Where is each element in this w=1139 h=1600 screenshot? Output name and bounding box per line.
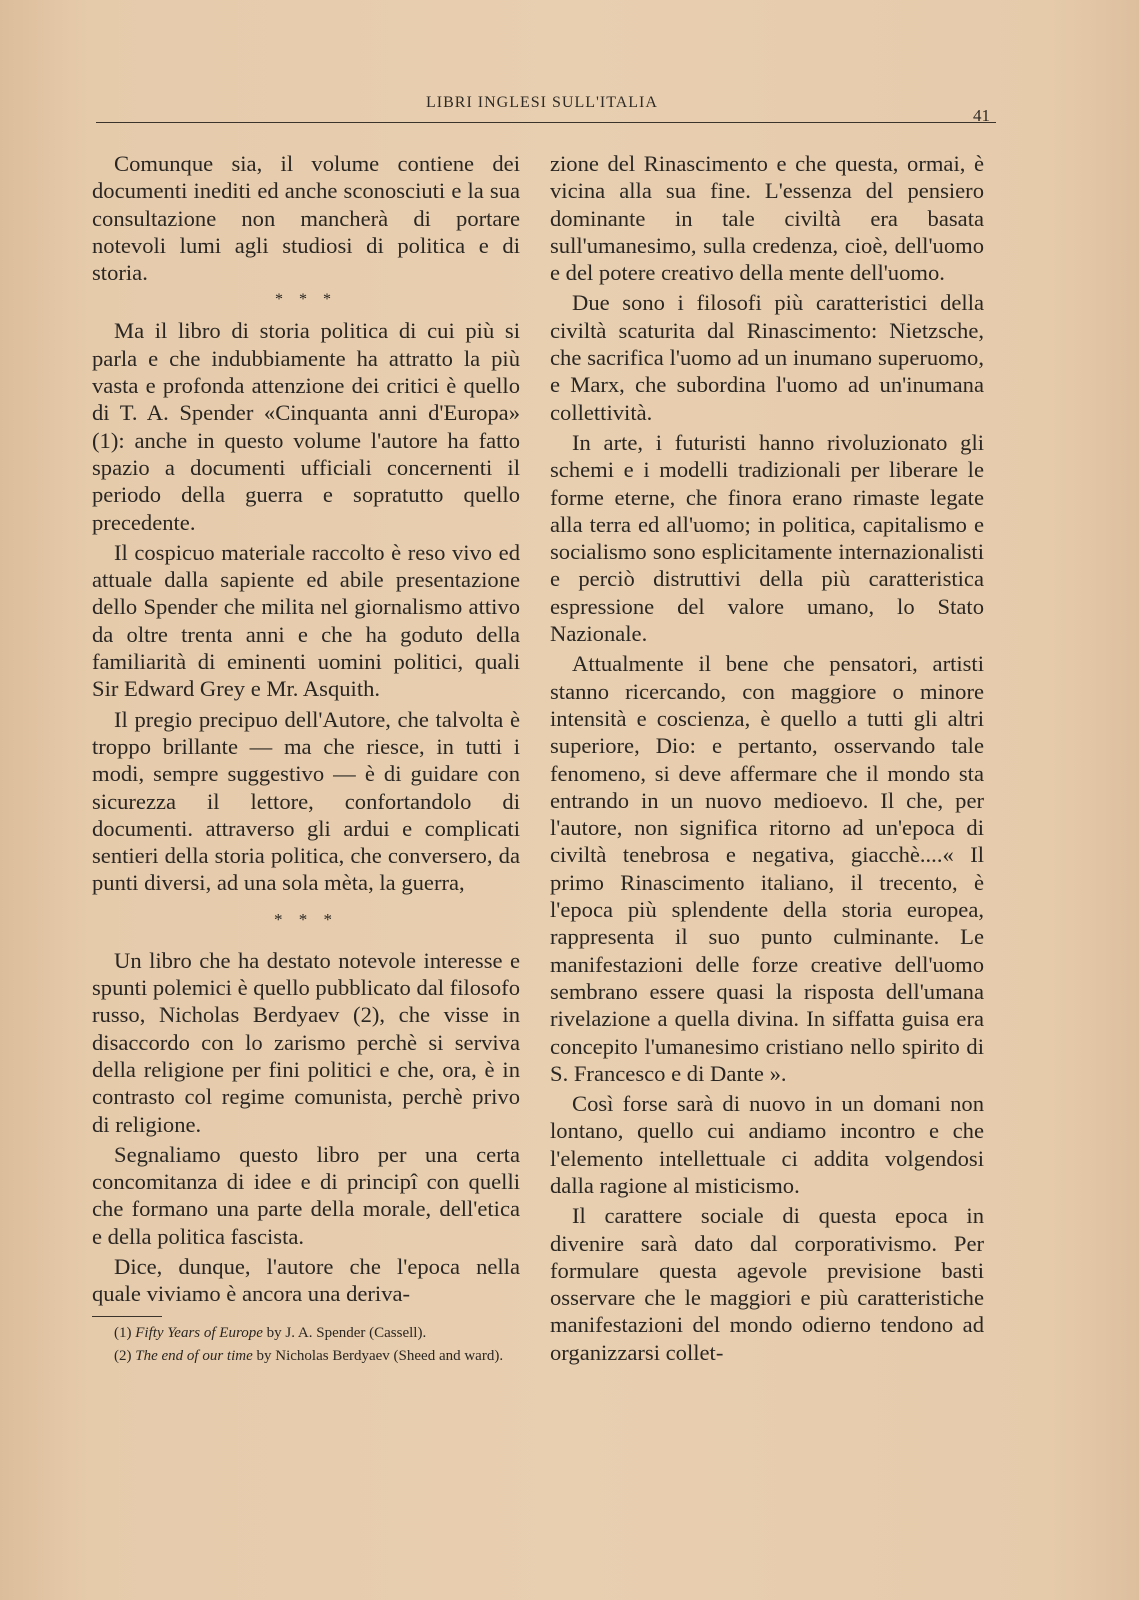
paragraph: Comunque sia, il volume contiene dei documenti inediti ed anche sconosciuti e la sua consultazione non mancherà di portare notevoli lumi agli studiosi di politica e di storia. [92,151,520,286]
footnote-book-title: Fifty Years of Europe [135,1324,263,1341]
paragraph: Attualmente il bene che pensatori, artisti stanno ricercando, con maggiore o minore intensità e coscienza, è quello a tutti gli altri superiore, Dio: e pertanto, osservando tale fenomeno, si deve affermare che il mondo sta entrando in un nuovo medioevo. Il che, per l'autore, non significa ritorno ad un'epoca di civiltà tenebrosa e negativa, giacchè....« Il primo Rinascimento italiano, il trecento, è l'epoca più splendente della storia europea, rappresenta il suo punto culminante. Le manifestazioni delle forze creative dell'uomo sembrano essere quasi la risposta dell'umana rivelazione a quella divina. In siffatta guisa era concepito l'umanesimo cristiano nello spirito di S. Francesco e di Dante ». [550,651,984,1086]
footnote-book-title: The end of our time [135,1347,253,1364]
left-column [92,150,520,1369]
running-title: LIBRI INGLESI SULL'ITALIA [426,94,658,111]
footnote-rule [92,1316,162,1317]
page-header [96,92,996,123]
paragraph: Ma il libro di storia politica di cui più si parla e che indubbiamente ha attratto la più vasta e profonda attenzione dei critici è quello di T. A. Spender «Cinquanta anni d'Europa» (1): anche in questo volume l'autore ha fatto spazio a documenti ufficiali concernenti il periodo della guerra e sopratutto quello precedente. [92,318,520,535]
footnote-1 [92,1323,520,1343]
footnote-text: by Nicholas Berdyaev (Sheed and ward). [256,1347,504,1364]
page-number: 41 [973,106,990,125]
paragraph: Il carattere sociale di questa epoca in divenire sarà dato dal corporativismo. Per formulare questa agevole previsione basti osservare che le maggiori e più caratteristiche manifestazioni del mondo odierno tendono ad organizzarsi collet- [550,1203,984,1365]
paragraph: Il cospicuo materiale raccolto è reso vivo ed attuale dalla sapiente ed abile presentazione dello Spender che milita nel giornalismo attivo da oltre trenta anni e che ha goduto della familiarità di eminenti uomini politici, quali Sir Edward Grey e Mr. Asquith. [92,539,520,702]
paragraph: Il pregio precipuo dell'Autore, che talvolta è troppo brillante — ma che riesce, in tutti i modi, sempre suggestivo — è di guidare con sicurezza il lettore, confortandolo di documenti. attraverso gli ardui e complicati sentieri della storia politica, che conversero, da punti diversi, ad una sola mèta, la guerra, [92,706,520,896]
paragraph: zione del Rinascimento e che questa, ormai, è vicina alla sua fine. L'essenza del pensiero dominante in tale civiltà era basata sull'umanesimo, sulla credenza, cioè, dell'uomo e del potere creativo della mente dell'uomo. [550,151,984,286]
paragraph: Due sono i filosofi più caratteristici della civiltà scaturita dal Rinascimento: Nietzsche, che sacrifica l'uomo ad un inumano superuomo, e Marx, che subordina l'uomo ad un'inumana collettività. [550,290,984,425]
paragraph: Un libro che ha destato notevole interesse e spunti polemici è quello pubblicato dal filosofo russo, Nicholas Berdyaev (2), che visse in disaccordo con lo zarismo perchè si serviva della religione per fini politici e che, ora, è in contrasto col regime comunista, perchè privo di religione. [92,947,520,1137]
footnote-2 [92,1346,520,1366]
footnote-mark: (2) [114,1347,132,1364]
paragraph: Così forse sarà di nuovo in un domani non lontano, quello cui andiamo incontro e che l'elemento intellettuale ci addita volgendosi dalla ragione al misticismo. [550,1091,984,1198]
paragraph: Segnaliamo questo libro per una certa concomitanza di idee e di principî con quelli che formano una parte della morale, dell'etica e della politica fascista. [92,1141,520,1249]
paragraph: In arte, i futuristi hanno rivoluzionato gli schemi e i modelli tradizionali per liberare le forme eterne, che finora erano rimaste legate alla terra ed all'uomo; in politica, capitalismo e socialismo sono esplicitamente internazionalisti e perciò distruttivi della più caratteristica espressione del valore umano, lo Stato Nazionale. [550,429,984,647]
footnote-text: by J. A. Spender (Cassell). [266,1324,427,1341]
paragraph: Dice, dunque, l'autore che l'epoca nella quale viviamo è ancora una deriva- [92,1253,520,1307]
footnote-mark: (1) [114,1324,132,1341]
section-break: * * * [275,291,337,309]
section-break: * * * [274,909,338,929]
right-column [550,150,984,1369]
